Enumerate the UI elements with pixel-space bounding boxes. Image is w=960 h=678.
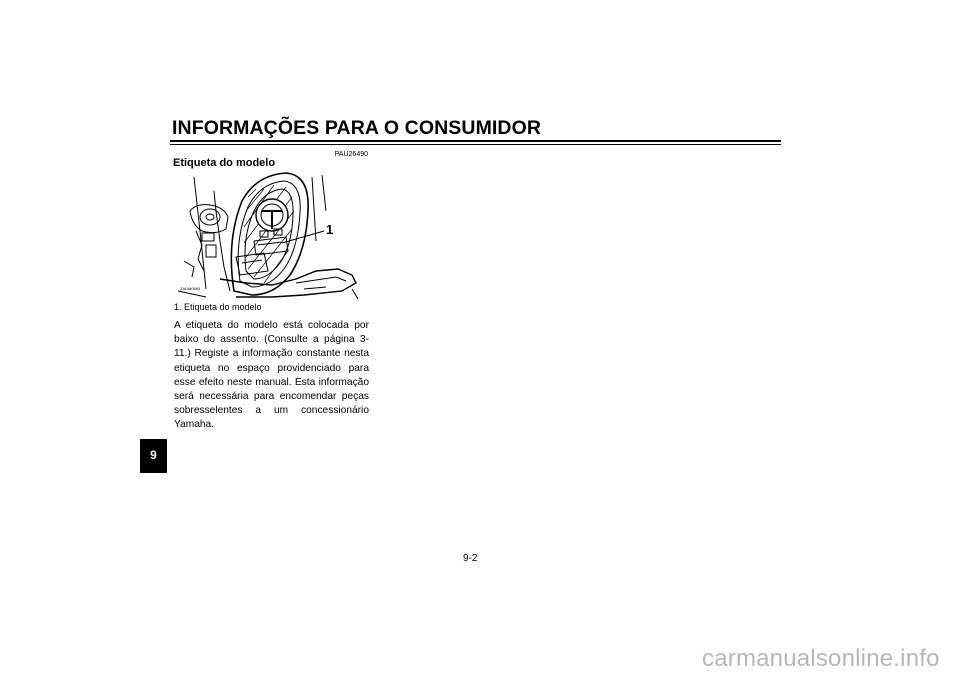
figure-id-code: ZAUM0684 (180, 286, 201, 291)
figure-callout: 1 (326, 222, 334, 237)
header-rule-thin (170, 144, 781, 145)
watermark: carmanualsonline.info (702, 645, 940, 672)
section-code: PAU26490 (334, 151, 368, 158)
figure-caption: 1. Etiqueta do modelo (174, 302, 262, 312)
header-rule-thick (170, 140, 781, 142)
body-paragraph: A etiqueta do modelo está colocada por baixo do assento. (Consulte a página 3-11.) Registe a informação constante nesta etiqueta no espaço providenciado para esse efeito neste manual. Esta informação será necessária para encomendar peças sobresselentes a um concessionário Yamaha. (174, 320, 369, 431)
page-number: 9-2 (463, 553, 478, 564)
section-heading: Etiqueta do modelo (173, 157, 276, 169)
page-title: INFORMAÇÕES PARA O CONSUMIDOR (172, 117, 542, 139)
model-label-illustration (176, 171, 366, 301)
chapter-tab (140, 439, 167, 473)
chapter-tab-number: 9 (150, 448, 157, 462)
